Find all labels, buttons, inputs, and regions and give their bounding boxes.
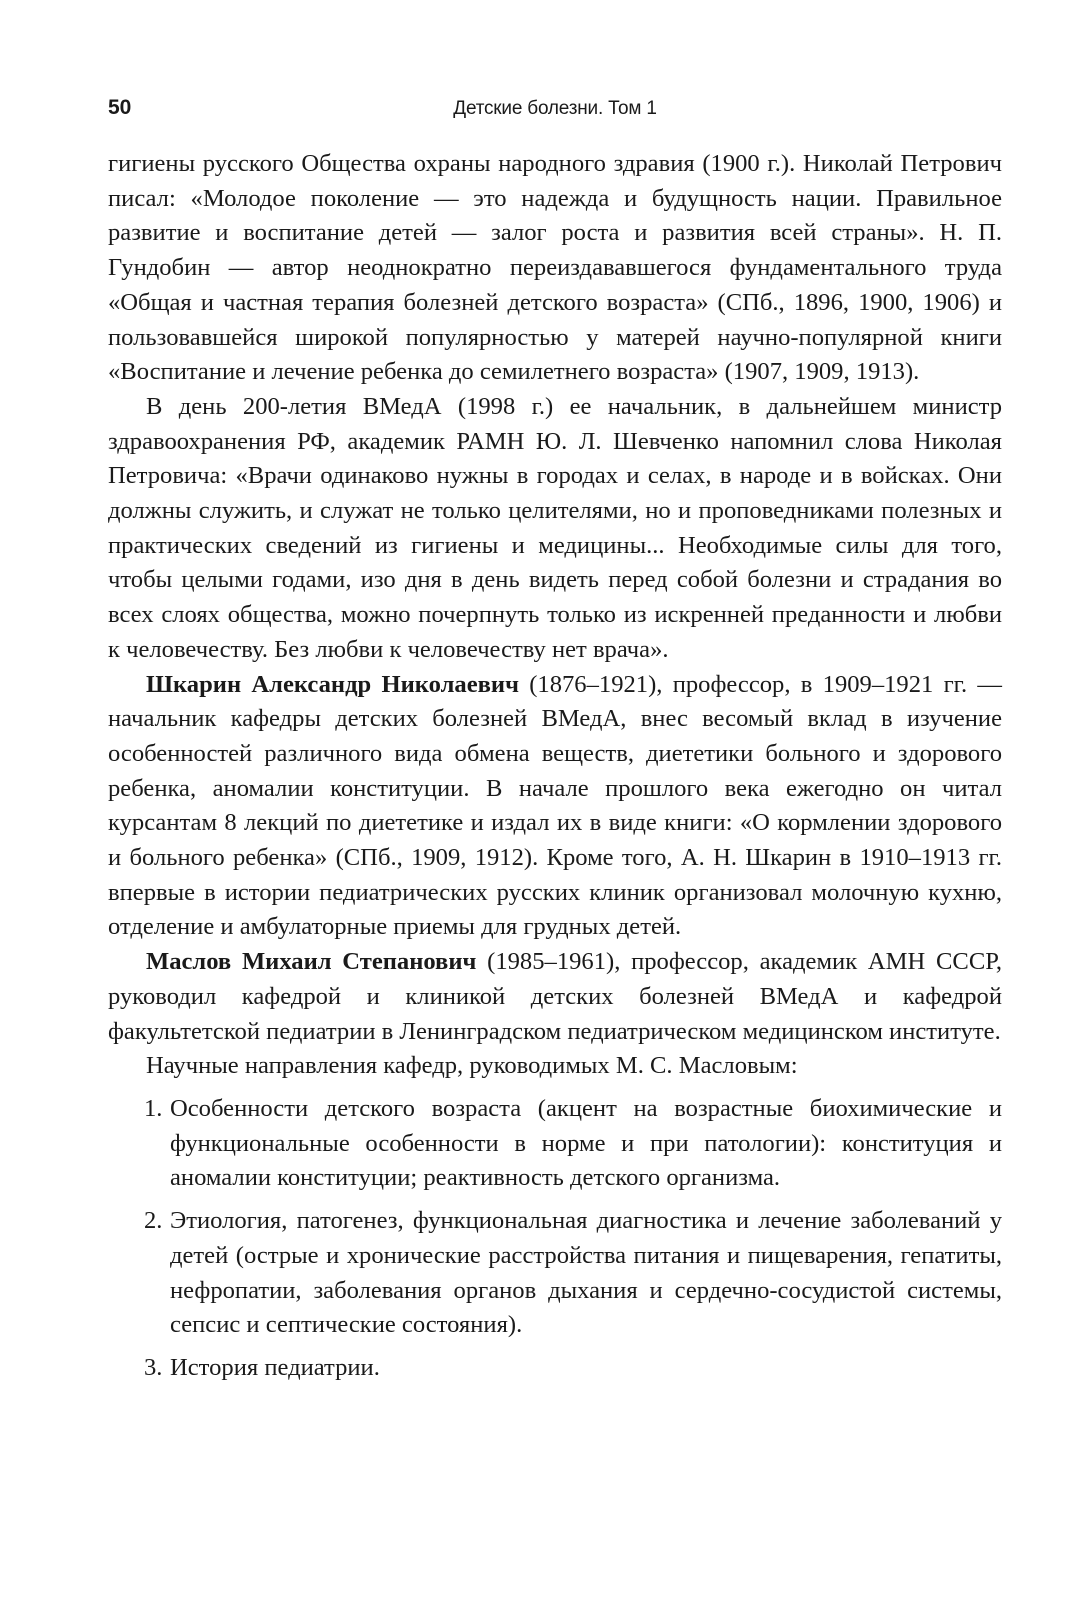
book-page bbox=[108, 92, 1002, 132]
page-number: 50 bbox=[108, 96, 132, 119]
person-name-shkarin: Шкарин Александр Николаевич bbox=[146, 670, 519, 698]
list-item-text: История педиатрии. bbox=[170, 1353, 380, 1381]
paragraph-maslov bbox=[108, 945, 1002, 1049]
list-item-number: 3. bbox=[144, 1353, 163, 1381]
paragraph-continuation: гигиены русского Общества охраны народного здравия (1900 г.). Николай Петрович писал: «Молодое поколение — это надежда и будущность нации. Правильное развитие и воспитание детей — залог роста и развития всей страны». Н. П. Гундобин — автор неоднократно переиздававшегося фундаментального труда «Общая и частная терапия болезней детского возраста» (СПб., 1896, 1900, 1906) и пользовавшейся широкой популярностью у матерей научно-популярной книги «Воспитание и лечение ребенка до семилетнего возраста» (1907, 1909, 1913). bbox=[108, 150, 1002, 386]
page-header bbox=[108, 92, 1002, 132]
list-item bbox=[108, 1351, 1002, 1386]
paragraph-shevchenko-quote: В день 200-летия ВМедА (1998 г.) ее начальник, в дальнейшем министр здравоохранения РФ, академик РАМН Ю. Л. Шевченко напомнил слова Николая Петровича: «Врачи одинаково нужны в городах и селах, в народе и в войсках. Они должны служить, и служат не только целителями, но и проповедниками полезных и практических сведений из гигиены и медицины... Необходимые силы для того, чтобы целыми годами, изо дня в день видеть перед собой болезни и страдания во всех слоях общества, можно почерпнуть только из искренней преданности и любви к человечеству. Без любви к человечеству нет врача». bbox=[108, 392, 1002, 663]
list-item bbox=[108, 1204, 1002, 1343]
person-name-maslov: Маслов Михаил Степанович bbox=[146, 948, 477, 976]
paragraph-maslov-text: (1985–1961), профессор, академик АМН СССР, руководил кафедрой и клиникой детских болезней ВМедА и кафедрой факультетской педиатрии в Ленинградском педиатрическом медицинском институте. bbox=[108, 948, 1002, 1045]
list-item-text: Особенности детского возраста (акцент на возрастные биохимические и функциональные особенности в норме и при патологии): конституция и аномалии конституции; реактивность детского организма. bbox=[170, 1094, 1002, 1192]
list-item-number: 2. bbox=[144, 1207, 163, 1235]
paragraph-shkarin bbox=[108, 668, 1002, 946]
research-directions-list bbox=[108, 1092, 1002, 1386]
paragraph-research-directions: Научные направления кафедр, руководимых М. С. Масловым: bbox=[146, 1052, 798, 1080]
list-item-number: 1. bbox=[144, 1094, 163, 1122]
paragraph-shkarin-text: (1876–1921), профессор, в 1909–1921 гг. — начальник кафедры детских болезней ВМедА, внес весомый вклад в изучение особенностей различного вида обмена веществ, диететики больного и здорового ребенка, аномалии конституции. В начале прошлого века ежегодно он читал курсантам 8 лекций по диететике и издал их в виде книги: «О кормлении здорового и больного ребенка» (СПб., 1909, 1912). Кроме того, А. Н. Шкарин в 1910–1913 гг. впервые в истории педиатрических русских клиник организовал молочную кухню, отделение и амбулаторные приемы для грудных детей. bbox=[108, 670, 1003, 941]
list-item-text: Этиология, патогенез, функциональная диагностика и лечение заболеваний у детей (острые и хронические расстройства питания и пищеварения, гепатиты, нефропатии, заболевания органов дыхания и сердечно-сосудистой системы, сепсис и септические состояния). bbox=[170, 1207, 1002, 1339]
running-title: Детские болезни. Том 1 bbox=[453, 98, 657, 119]
list-item bbox=[108, 1092, 1002, 1196]
body-text bbox=[108, 147, 1002, 1394]
